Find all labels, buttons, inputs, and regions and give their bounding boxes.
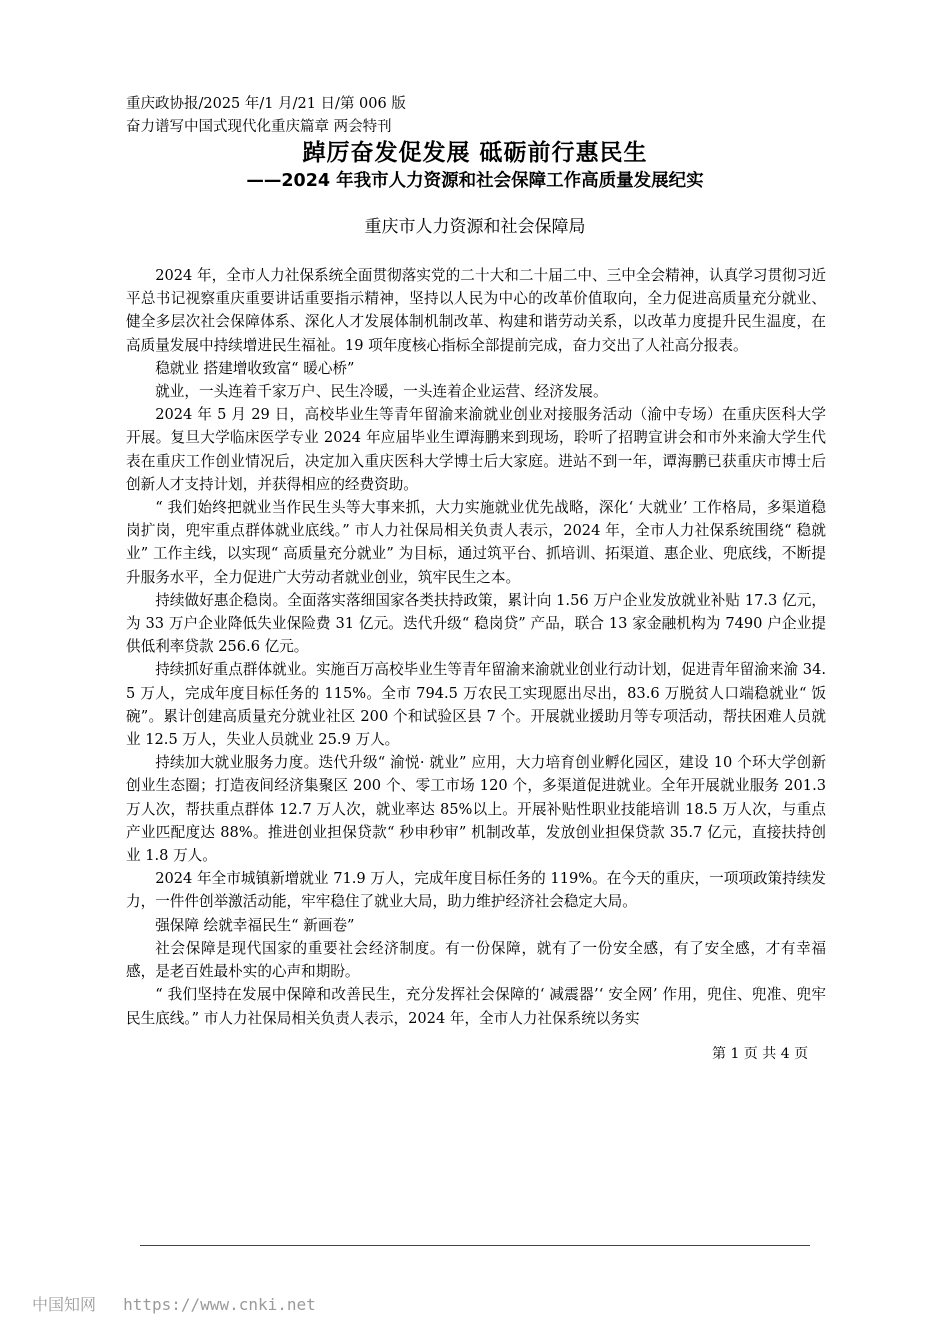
paragraph: 2024 年 5 月 29 日，高校毕业生等青年留渝来渝就业创业对接服务活动（渝中专场）在重庆医科大学开展。复旦大学临床医学专业 2024 年应届毕业生谭海鹏来到现场，聆听了招聘宣讲会和市外来渝大学生代表在重庆工作创业情况后，决定加入重庆医科大学博士后大家庭。进站不到一年，谭海鹏已获重庆市博士后创新人才支持计划，并获得相应的经费资助。 [126,406,826,493]
section-heading: 强保障 绘就幸福民生“ 新画卷” [155,916,355,934]
page-indicator: 第 1 页 共 4 页 [712,1046,809,1062]
source-line: 重庆政协报/2025 年/1 月/21 日/第 006 版 [126,96,406,112]
article-body [126,264,826,1030]
article-subtitle: ——2024 年我市人力资源和社会保障工作高质量发展纪实 [246,171,704,191]
paragraph: “ 我们坚持在发展中保障和改善民生，充分发挥社会保障的‘ 减震器’‘ 安全网’ 作用，兜住、兜准、兜牢民生底线。” 市人力社保局相关负责人表示，2024 年，全市人力社保系统以务实 [126,986,826,1027]
paragraph: 持续加大就业服务力度。迭代升级“ 渝悦· 就业” 应用，大力培育创业孵化园区，建设 10 个环大学创新创业生态圈；打造夜间经济集聚区 200 个、零工市场 120 个，多渠道促进就业。全年开展就业服务 201.3 万人次，帮扶重点群体 12.7 万人次，就业率达 85%以上。开展补贴性职业技能培训 18.5 万人次，与重点产业匹配度达 88%。推进创业担保贷款“ 秒申秒审” 机制改革，发放创业担保贷款 35.7 亿元，直接扶持创业 1.8 万人。 [126,754,826,865]
paragraph: “ 我们始终把就业当作民生头等大事来抓，大力实施就业优先战略，深化‘ 大就业’ 工作格局，多渠道稳岗扩岗，兜牢重点群体就业底线。” 市人力社保局相关负责人表示，2024 年，全市人力社保系统围绕“ 稳就业” 工作主线，以实现“ 高质量充分就业” 为目标，通过筑平台、抓培训、拓渠道、惠企业、兜底线，不断提升服务水平，全力促进广大劳动者就业创业，筑牢民生之本。 [126,499,826,586]
section-heading: 稳就业 搭建增收致富“ 暖心桥” [155,359,355,377]
article-title: 踔厉奋发促发展 砥砺前行惠民生 [302,140,648,166]
paragraph: 持续抓好重点群体就业。实施百万高校毕业生等青年留渝来渝就业创业行动计划，促进青年留渝来渝 34.5 万人，完成年度目标任务的 115%。全市 794.5 万农民工实现愿出尽出，83.6 万脱贫人口端稳就业“ 饭碗”。累计创建高质量充分就业社区 200 个和试验区县 7 个。开展就业援助月等专项活动，帮扶困难人员就业 12.5 万人，失业人员就业 25.9 万人。 [126,661,826,749]
paragraph: 2024 年全市城镇新增就业 71.9 万人，完成年度目标任务的 119%。在今天的重庆，一项项政策持续发力，一件件创举激活动能，牢牢稳住了就业大局，助力维护经济社会稳定大局。 [126,870,826,911]
watermark-brand: 中国知网 [32,1295,97,1314]
paragraph: 社会保障是现代国家的重要社会经济制度。有一份保障，就有了一份安全感，有了安全感，才有幸福感，是老百姓最朴实的心声和期盼。 [126,939,826,981]
footer-divider [140,1245,810,1246]
cnki-watermark [32,1293,316,1317]
column-line: 奋力谱写中国式现代化重庆篇章 两会特刊 [126,119,392,135]
article-author: 重庆市人力资源和社会保障局 [364,217,586,237]
paragraph: 持续做好惠企稳岗。全面落实落细国家各类扶持政策，累计向 1.56 万户企业发放就业补贴 17.3 亿元，为 33 万户企业降低失业保险费 31 亿元。迭代升级“ 稳岗贷” 产品，联合 13 家金融机构为 7490 户企业提供低利率贷款 256.6 亿元。 [126,591,826,656]
watermark-url: https://www.cnki.net [123,1295,316,1314]
paragraph: 2024 年，全市人力社保系统全面贯彻落实党的二十大和二十届二中、三中全会精神，认真学习贯彻习近平总书记视察重庆重要讲话重要指示精神，坚持以人民为中心的改革价值取向，全力促进高质量充分就业、健全多层次社会保障体系、深化人才发展体制机制改革、构建和谐劳动关系，以改革力度提升民生温度，在高质量发展中持续增进民生福祉。19 项年度核心指标全部提前完成，奋力交出了人社高分报表。 [126,267,826,354]
paragraph: 就业，一头连着千家万户、民生冷暖，一头连着企业运营、经济发展。 [155,383,608,401]
